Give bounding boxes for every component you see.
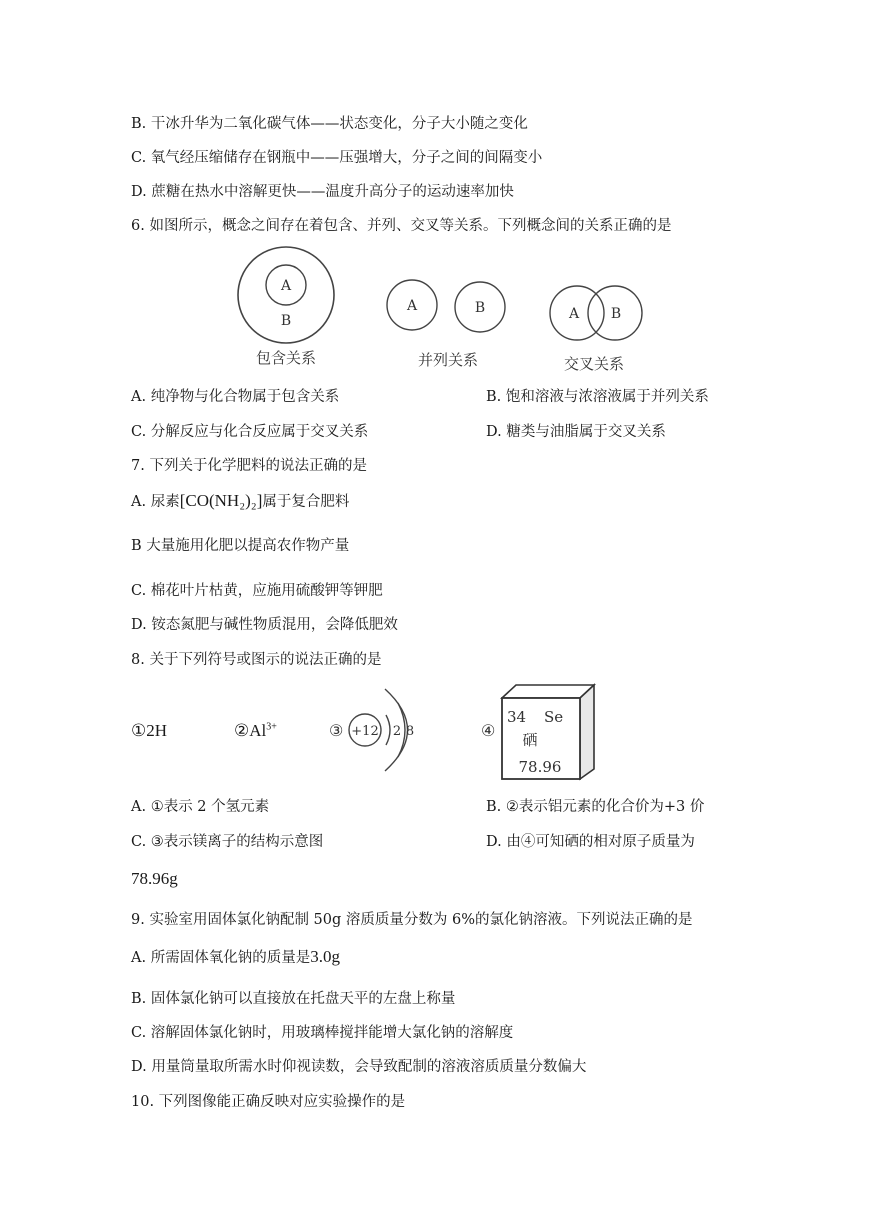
q8-option-c: C. ③表示镁离子的结构示意图: [131, 834, 324, 850]
contain-label-a: A: [280, 278, 292, 294]
periodic-table-cell: [480, 683, 600, 783]
q7-option-d: D. 铵态氮肥与碱性物质混用，会降低肥效: [131, 617, 398, 633]
symbol-al3: [234, 721, 277, 741]
contain-label-b: B: [280, 313, 292, 329]
q7-formula-open: [: [179, 491, 186, 510]
q7-option-b: B 大量施用化肥以提高农作物产量: [131, 538, 350, 554]
q8-option-b: B. ②表示铝元素的化合价为+3 价: [486, 799, 705, 815]
electron-shell-1: 2: [392, 724, 402, 739]
q5-option-d: D. 蔗糖在热水中溶解更快——温度升高分子的运动速率加快: [131, 184, 514, 200]
q7-option-c: C. 棉花叶片枯黄，应施用硫酸钾等钾肥: [131, 583, 383, 599]
q6-option-d: D. 糖类与油脂属于交叉关系: [486, 424, 666, 440]
q7-stem: 7. 下列关于化学肥料的说法正确的是: [131, 458, 367, 474]
q7-formula-close: ]: [256, 491, 263, 510]
element-name: 硒: [522, 731, 538, 749]
q9-option-d: D. 用量筒量取所需水时仰视读数，会导致配制的溶液溶质质量分数偏大: [131, 1059, 587, 1075]
q8-option-a: A. ①表示 2 个氢元素: [131, 799, 270, 815]
parallel-label-b: B: [474, 300, 486, 316]
cross-label-a: A: [568, 306, 580, 322]
q6-option-a: A. 纯净物与化合物属于包含关系: [131, 389, 340, 405]
q8-option-d-continued: 78.96g: [131, 869, 178, 888]
symbol-al-base: ②Al: [234, 721, 267, 740]
q7-option-a-prefix: A. 尿素: [131, 494, 180, 510]
q5-option-b: B. 干冰升华为二氧化碳气体——状态变化，分子大小随之变化: [131, 116, 528, 132]
q6-option-b: B. 饱和溶液与浓溶液属于并列关系: [486, 389, 709, 405]
q9-stem: 9. 实验室用固体氯化钠配制 50g 溶质质量分数为 6%的氯化钠溶液。下列说法正确的是: [131, 912, 693, 928]
element-symbol: Se: [544, 708, 564, 726]
symbol-4-number: ④: [481, 721, 496, 740]
contain-diagram: [238, 247, 334, 367]
q9-option-a-prefix: A. 所需固体氧化钠的质量是: [131, 950, 311, 966]
symbol-2h: ①2H: [131, 721, 168, 740]
atomic-mass: 78.96: [518, 758, 562, 776]
symbol-al-charge: 3+: [266, 721, 277, 733]
concept-relations-figure: [230, 245, 660, 377]
atomic-number: 34: [507, 708, 527, 726]
q7-option-a: [131, 490, 349, 511]
atom-structure-diagram: [328, 685, 428, 775]
q8-stem: 8. 关于下列符号或图示的说法正确的是: [131, 652, 382, 668]
q8-option-d: D. 由④可知硒的相对原子质量为: [486, 834, 695, 850]
parallel-diagram: [387, 280, 505, 369]
q9-option-b: B. 固体氯化钠可以直接放在托盘天平的左盘上称量: [131, 991, 456, 1007]
q6-option-c: C. 分解反应与化合反应属于交叉关系: [131, 424, 369, 440]
q10-stem: 10. 下列图像能正确反映对应实验操作的是: [131, 1094, 406, 1110]
cross-diagram: [550, 286, 642, 373]
parallel-label-a: A: [406, 298, 418, 314]
q9-option-c: C. 溶解固体氯化钠时，用玻璃棒搅拌能增大氯化钠的溶解度: [131, 1025, 514, 1041]
cross-label-b: B: [610, 306, 622, 322]
nucleus-charge: +12: [351, 724, 379, 739]
caption-parallel: 并列关系: [417, 351, 479, 369]
electron-shell-2: 8: [405, 724, 415, 739]
q9-option-a: [131, 946, 340, 967]
q5-option-c: C. 氧气经压缩储存在钢瓶中——压强增大，分子之间的间隔变小: [131, 150, 543, 166]
caption-contain: 包含关系: [255, 349, 317, 367]
caption-cross: 交叉关系: [563, 355, 625, 373]
q6-stem: 6. 如图所示，概念之间存在着包含、并列、交叉等关系。下列概念间的关系正确的是: [131, 218, 672, 234]
q9-option-a-value: 3.0g: [310, 947, 340, 966]
q7-formula: CO(NH₂)₂: [185, 491, 257, 510]
symbol-3-number: ③: [329, 721, 344, 740]
q7-option-a-suffix: 属于复合肥料: [262, 494, 350, 510]
